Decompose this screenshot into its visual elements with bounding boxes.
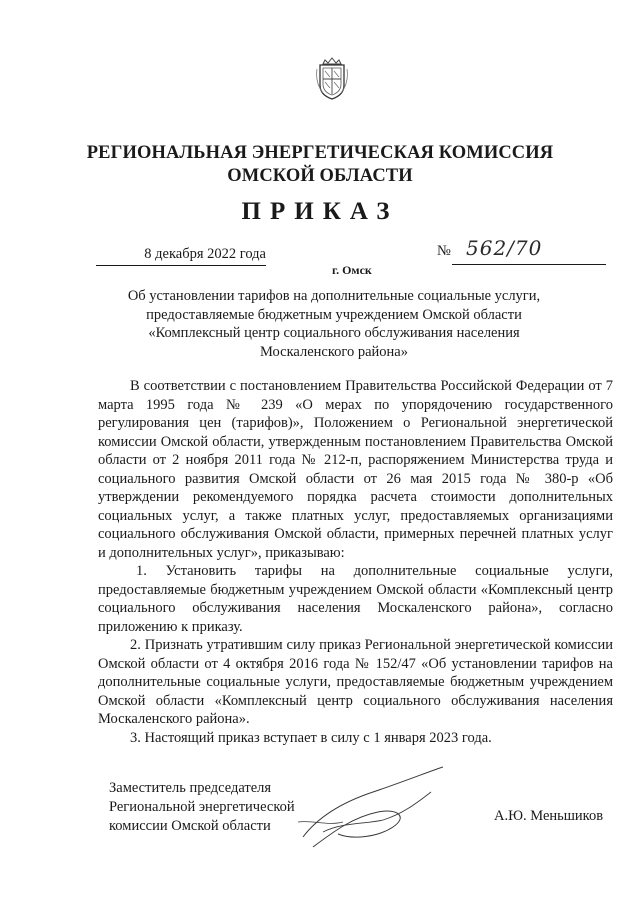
subject-line: Москаленского района»	[260, 343, 408, 360]
document-date: 8 декабря 2022 года	[96, 246, 266, 266]
signatory-name: А.Ю. Меньшиков	[494, 808, 604, 824]
document-number-value: 562/70	[466, 236, 543, 260]
preamble-paragraph: В соответствии с постановлением Правительства Российской Федерации от 7 марта 1995 года № 239 «О мерах по упорядочению государственного регулирования цен (тарифов)», Положением о Региональной энергетической комиссии Омской области, утвержденным постановлением Правительства Омской области от 2 ноября 2011 года № 212-п, распоряжением Министерства труда и социального развития Омской области от 26 мая 2015 года № 380-р «Об утверждении рекомендуемого порядка расчета стоимости дополнительных социальных услуг, а также платных услуг, предоставляемых организациями социального обслуживания Омской области, примерных перечней платных услуг и дополнительных услуг», приказываю:	[98, 378, 613, 561]
subject-line: Об установлении тарифов на дополнительные социальные услуги,	[127, 288, 541, 304]
document-subject	[100, 287, 568, 361]
subject-line: предоставляемые бюджетным учреждением Омской области	[146, 306, 522, 323]
document-city: г. Омск	[332, 263, 372, 277]
signatory-position-line: Заместитель председателя	[109, 780, 272, 796]
document-number-label: №	[437, 243, 451, 259]
signatory-position-line: комиссии Омской области	[109, 818, 271, 834]
omsk-oblast-coat-of-arms-icon	[315, 55, 349, 101]
order-item-1: 1. Установить тарифы на дополнительные социальные услуги, предоставляемые бюджетным учреждением Омской области «Комплексный центр социального обслуживания населения Москаленского района», согласно приложению к приказу.	[98, 563, 613, 635]
document-type-title: ПРИКАЗ	[241, 198, 399, 225]
organization-name-line1: РЕГИОНАЛЬНАЯ ЭНЕРГЕТИЧЕСКАЯ КОМИССИЯ	[86, 143, 554, 163]
order-item-3: 3. Настоящий приказ вступает в силу с 1 января 2023 года.	[130, 729, 492, 746]
organization-name-line2: ОМСКОЙ ОБЛАСТИ	[227, 166, 413, 186]
signatory-position-line: Региональной энергетической	[109, 799, 295, 815]
document-number-underline	[452, 264, 606, 265]
signatory-position	[109, 779, 295, 836]
subject-line: «Комплексный центр социального обслуживания населения	[148, 325, 520, 341]
order-item-2: 2. Признать утратившим силу приказ Региональной энергетической комиссии Омской области от 4 октября 2016 года № 152/47 «Об установлении тарифов на дополнительные социальные услуги, предоставляемые бюджетным учреждением Омской области «Комплексный центр социального обслуживания населения Москаленского района».	[98, 637, 613, 727]
handwritten-signature	[283, 762, 453, 862]
document-body	[98, 377, 613, 747]
